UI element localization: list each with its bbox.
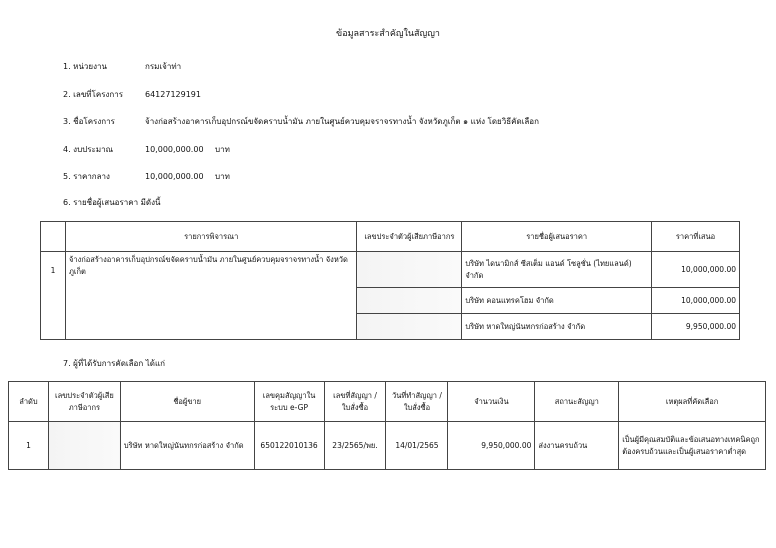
field-agency: [63, 60, 181, 73]
contract-date: 14/01/2565: [386, 422, 448, 470]
header-cell: รายชื่อผู้เสนอราคา: [462, 222, 652, 252]
field-budget: [63, 143, 230, 156]
contract-status: ส่งงานครบถ้วน: [535, 422, 619, 470]
section-winner-heading: 7. ผู้ที่ได้รับการคัดเลือก ได้แก่: [63, 359, 165, 368]
header-cell: เลขคุมสัญญาในระบบ e-GP: [254, 382, 324, 422]
header-cell: รายการพิจารณา: [65, 222, 357, 252]
section-bidders-heading: 6. รายชื่อผู้เสนอราคา มีดังนี้: [63, 198, 161, 207]
bid-price: 9,950,000.00: [652, 314, 740, 340]
document-title: ข้อมูลสาระสำคัญในสัญญา: [336, 29, 440, 39]
field-label: 5. ราคากลาง: [63, 172, 110, 181]
item-cell: จ้างก่อสร้างอาคารเก็บอุปกรณ์ขจัดคราบน้ำมัน ภายในศูนย์ควบคุมจราจรทางน้ำ จังหวัดภูเก็ต: [65, 252, 357, 340]
table-header-row: [9, 382, 766, 422]
header-cell: เหตุผลที่คัดเลือก: [619, 382, 766, 422]
tax-id-cell: [48, 422, 120, 470]
field-value: 10,000,000.00: [145, 172, 204, 181]
field-value: 64127129191: [145, 90, 201, 99]
table-row: [9, 422, 766, 470]
winner-table: [8, 381, 766, 470]
bidder-name: บริษัท หาดใหญ่นันทกรก่อสร้าง จำกัด: [462, 314, 652, 340]
field-project-name: [63, 115, 539, 128]
field-project-number: [63, 88, 201, 101]
bid-price: 10,000,000.00: [652, 288, 740, 314]
header-cell: เลขที่สัญญา / ใบสั่งซื้อ: [324, 382, 386, 422]
field-reference-price: [63, 170, 230, 183]
field-value: 10,000,000.00: [145, 145, 204, 154]
header-cell: ลำดับ: [9, 382, 49, 422]
vendor-name: บริษัท หาดใหญ่นันทกรก่อสร้าง จำกัด: [120, 422, 254, 470]
tax-id-cell: [357, 314, 462, 340]
contract-amount: 9,950,000.00: [448, 422, 535, 470]
control-number: 650122010136: [254, 422, 324, 470]
header-cell: จำนวนเงิน: [448, 382, 535, 422]
field-unit: บาท: [215, 145, 230, 154]
bidder-name: บริษัท คอนแทรคโฮม จำกัด: [462, 288, 652, 314]
field-label: 2. เลขที่โครงการ: [63, 90, 124, 99]
field-label: 1. หน่วยงาน: [63, 62, 107, 71]
header-cell: สถานะสัญญา: [535, 382, 619, 422]
row-number: 1: [9, 422, 49, 470]
table-row: [41, 252, 740, 288]
bid-price: 10,000,000.00: [652, 252, 740, 288]
field-label: 4. งบประมาณ: [63, 145, 114, 154]
header-cell: เลขประจำตัวผู้เสียภาษีอากร: [48, 382, 120, 422]
header-cell: เลขประจำตัวผู้เสียภาษีอากร: [357, 222, 462, 252]
field-value: จ้างก่อสร้างอาคารเก็บอุปกรณ์ขจัดคราบน้ำมัน ภายในศูนย์ควบคุมจราจรทางน้ำ จังหวัดภูเก็ต ๑ แห่ง โดยวิธีคัดเลือก: [145, 117, 539, 126]
table-header-row: [41, 222, 740, 252]
tax-id-cell: [357, 252, 462, 288]
row-number: 1: [41, 252, 66, 340]
header-cell: วันที่ทำสัญญา / ใบสั่งซื้อ: [386, 382, 448, 422]
selection-reason: เป็นผู้มีคุณสมบัติและข้อเสนอทางเทคนิคถูกต้องครบถ้วนและเป็นผู้เสนอราคาต่ำสุด: [619, 422, 766, 470]
tax-id-cell: [357, 288, 462, 314]
contract-number: 23/2565/พย.: [324, 422, 386, 470]
field-label: 3. ชื่อโครงการ: [63, 117, 115, 126]
bidders-table: [40, 221, 740, 340]
bidder-name: บริษัท ไดนามิกส์ ซีสเต็ม แอนด์ โซลูชั่น (ไทยแลนด์) จำกัด: [462, 252, 652, 288]
header-cell: ชื่อผู้ขาย: [120, 382, 254, 422]
header-cell: [41, 222, 66, 252]
header-cell: ราคาที่เสนอ: [652, 222, 740, 252]
field-value: กรมเจ้าท่า: [145, 62, 182, 71]
field-unit: บาท: [215, 172, 230, 181]
